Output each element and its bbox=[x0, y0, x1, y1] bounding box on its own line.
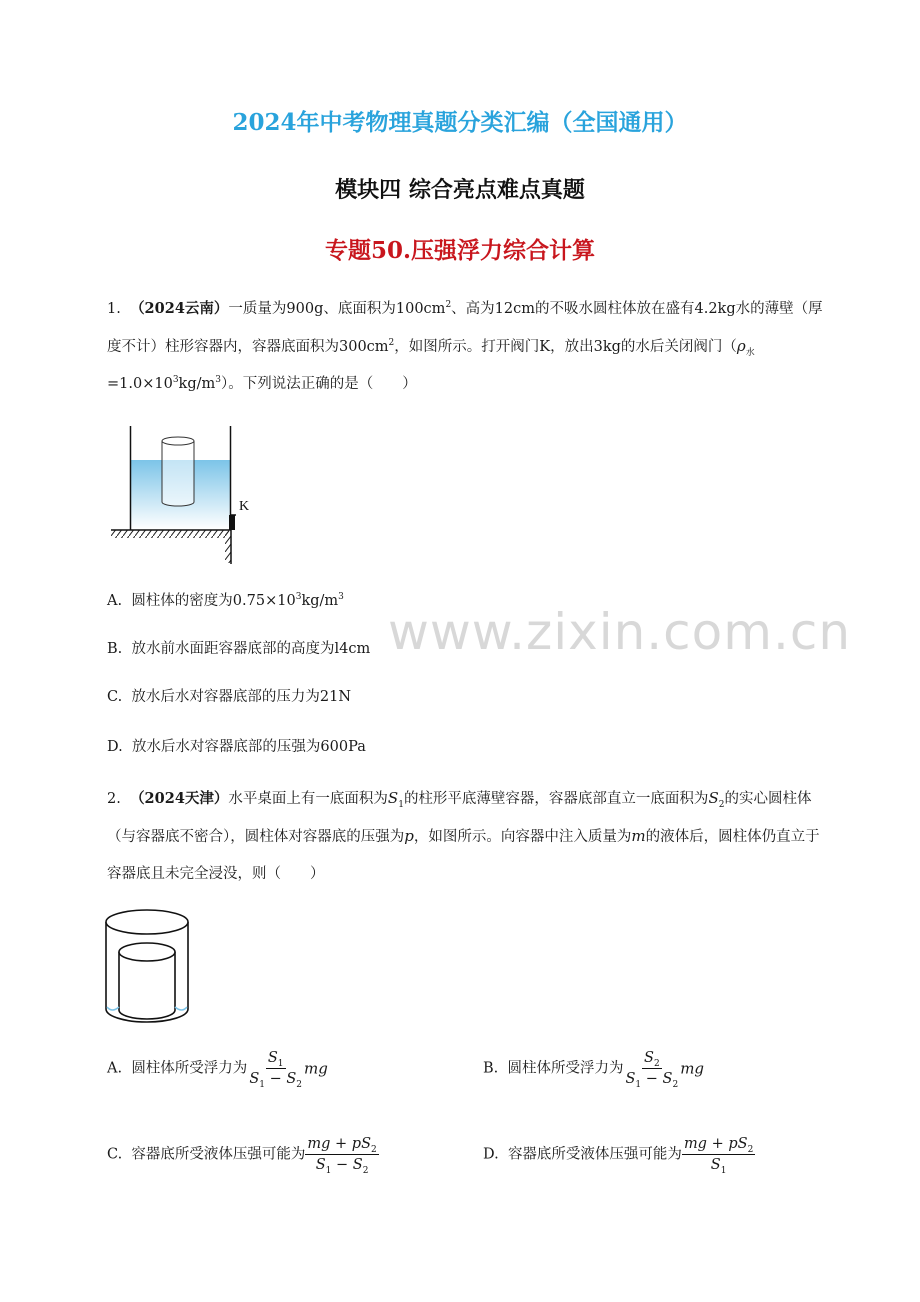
superscript: 3 bbox=[295, 592, 302, 603]
question-number: 1. bbox=[107, 301, 121, 317]
stem-text: ）。下列说法正确的是（ ） bbox=[220, 376, 417, 392]
subscript: 2 bbox=[296, 1079, 303, 1090]
question-number: 2. bbox=[107, 791, 121, 807]
right-ground-hatch bbox=[225, 531, 231, 563]
option-text: 放水后水对容器底部的压力为21N bbox=[131, 689, 352, 705]
symbol-s: S bbox=[662, 1071, 673, 1087]
option-text: 容器底所受液体压强可能为 bbox=[507, 1146, 682, 1163]
valve-label: K bbox=[239, 499, 250, 514]
symbol-s: S bbox=[352, 1157, 363, 1173]
symbol-s: S bbox=[267, 1050, 278, 1066]
option-text: kg/m bbox=[301, 593, 339, 609]
option-text: 圆柱体所受浮力为 bbox=[131, 1060, 248, 1077]
superscript: 2 bbox=[445, 300, 452, 311]
numerator-text: mg + pS bbox=[307, 1136, 372, 1152]
stem-text: 、高为12cm的不吸水圆柱体放在盛有4.2kg水的薄壁（厚度不计）柱形容器内，容器底面积为300cm bbox=[107, 301, 823, 355]
subscript: 2 bbox=[672, 1079, 679, 1090]
container-rim bbox=[106, 910, 188, 934]
symbol-s: S bbox=[387, 789, 399, 807]
symbol-s: S bbox=[315, 1157, 326, 1173]
stem-text: 的柱形平底薄壁容器，容器底部直立一底面积为 bbox=[403, 791, 709, 807]
q1-container-diagram bbox=[105, 424, 255, 566]
option-label: D. bbox=[483, 1146, 499, 1163]
superscript: 3 bbox=[215, 375, 221, 386]
option-text: 圆柱体所受浮力为 bbox=[507, 1060, 624, 1077]
minus-sign: − bbox=[641, 1071, 663, 1087]
superscript: 3 bbox=[338, 592, 344, 603]
symbol-s: S bbox=[286, 1071, 297, 1087]
document-title: 2024年中考物理真题分类汇编（全国通用） bbox=[232, 109, 688, 136]
option-text: 容器底所受液体压强可能为 bbox=[131, 1146, 306, 1163]
symbol-s: S bbox=[708, 789, 719, 807]
fraction bbox=[682, 1136, 755, 1176]
option-text: 圆柱体的密度为0.75×10 bbox=[131, 593, 296, 609]
subscript: 2 bbox=[371, 1144, 377, 1155]
option-label: B. bbox=[107, 641, 123, 657]
option-text: 放水后水对容器底部的压强为600Pa bbox=[131, 739, 366, 755]
symbol-m: m bbox=[631, 827, 646, 845]
watermark: www.zixin.com.cn bbox=[388, 603, 852, 661]
cylinder-top bbox=[119, 943, 175, 961]
subscript: 1 bbox=[259, 1079, 265, 1090]
subscript: 2 bbox=[362, 1165, 369, 1176]
subscript: 1 bbox=[635, 1079, 642, 1090]
minus-sign: − bbox=[264, 1071, 287, 1087]
fraction bbox=[305, 1136, 378, 1176]
symbol-s: S bbox=[249, 1071, 260, 1087]
numerator-text: mg + pS bbox=[683, 1136, 748, 1152]
minus-sign: − bbox=[331, 1157, 353, 1173]
stem-text: 的实心圆柱体（与容器底不密合），圆柱体对容器底的压强为 bbox=[107, 791, 812, 845]
q2-option-a[interactable] bbox=[107, 1050, 328, 1090]
q1-option-b[interactable] bbox=[107, 637, 370, 658]
symbol-p: p bbox=[404, 827, 414, 845]
valve-k bbox=[229, 515, 235, 530]
stem-text: 的液体后，圆柱体仍直立于容器底且未完全浸没，则（ ） bbox=[107, 829, 820, 882]
option-label: A. bbox=[107, 593, 123, 609]
option-text: 放水前水面距容器底部的高度为l4cm bbox=[131, 641, 371, 657]
fraction bbox=[623, 1050, 680, 1090]
q1-option-d[interactable] bbox=[107, 735, 366, 756]
option-label: C. bbox=[107, 1146, 123, 1163]
subscript: 1 bbox=[720, 1165, 727, 1176]
stem-text: 水平桌面上有一底面积为 bbox=[228, 791, 388, 807]
q1-option-c[interactable] bbox=[107, 685, 351, 706]
q2-option-b[interactable] bbox=[483, 1050, 705, 1090]
question-1-stem bbox=[107, 290, 823, 403]
subscript: 2 bbox=[653, 1058, 660, 1069]
question-source: （2024云南） bbox=[130, 300, 229, 317]
superscript: 2 bbox=[388, 338, 395, 349]
mg-term: mg bbox=[680, 1059, 705, 1078]
symbol-s: S bbox=[710, 1157, 721, 1173]
option-label: C. bbox=[107, 689, 123, 705]
stem-text: ，如图所示。向容器中注入质量为 bbox=[413, 829, 632, 845]
module-heading: 模块四 综合亮点难点真题 bbox=[335, 177, 585, 203]
rho-symbol: ρ bbox=[736, 337, 746, 355]
superscript: 3 bbox=[172, 375, 179, 386]
q2-container-diagram bbox=[104, 907, 190, 1025]
subscript: 1 bbox=[277, 1058, 284, 1069]
stem-text: 一质量为900g、底面积为100cm bbox=[228, 301, 446, 317]
cylinder-body bbox=[162, 441, 194, 506]
cylinder-body bbox=[119, 952, 175, 1019]
option-label: B. bbox=[483, 1060, 499, 1077]
fraction bbox=[247, 1050, 304, 1090]
subscript: 2 bbox=[747, 1144, 754, 1155]
subscript: 2 bbox=[718, 799, 725, 810]
symbol-s: S bbox=[625, 1071, 636, 1087]
option-label: A. bbox=[107, 1060, 123, 1077]
mg-term: mg bbox=[304, 1059, 328, 1078]
cylinder-top bbox=[162, 437, 194, 445]
subscript: 1 bbox=[325, 1165, 332, 1176]
subscript: 1 bbox=[398, 799, 404, 810]
question-source: （2024天津） bbox=[130, 790, 229, 807]
ground-hatch bbox=[111, 530, 229, 538]
stem-text: ，如图所示。打开阀门K，放出3kg的水后关闭阀门（ bbox=[394, 339, 737, 355]
symbol-s: S bbox=[644, 1050, 654, 1066]
topic-heading: 专题50.压强浮力综合计算 bbox=[324, 237, 595, 264]
question-2-stem bbox=[107, 780, 823, 893]
q2-option-d[interactable] bbox=[483, 1136, 755, 1176]
subscript: 水 bbox=[745, 347, 755, 358]
q2-option-c[interactable] bbox=[107, 1136, 379, 1176]
q1-option-a[interactable] bbox=[107, 589, 344, 610]
option-label: D. bbox=[107, 739, 123, 755]
stem-text: =1.0×10 bbox=[107, 376, 173, 392]
stem-text: kg/m bbox=[178, 376, 216, 392]
